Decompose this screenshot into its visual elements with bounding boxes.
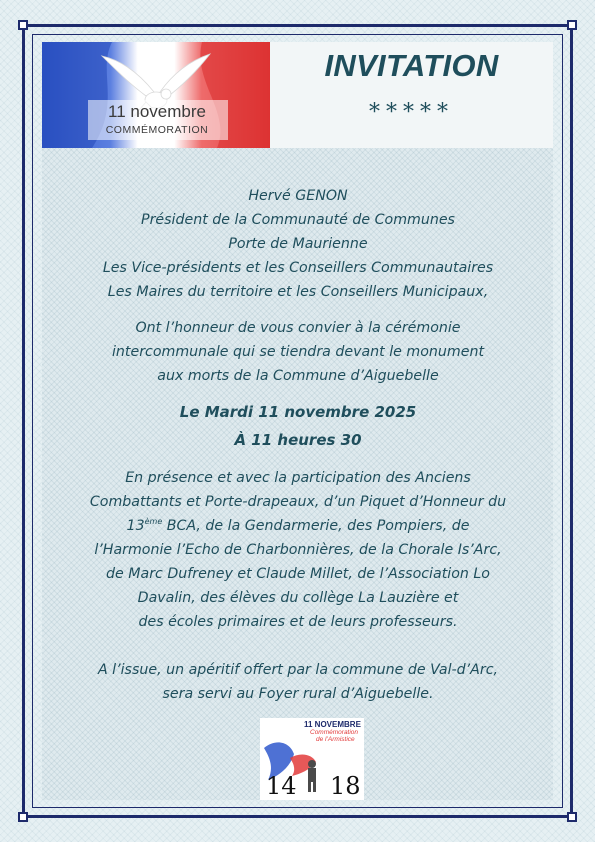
participants-line: Combattants et Porte-drapeaux, d’un Piquet d’Honneur du bbox=[89, 494, 507, 510]
invitation-title: INVITATION bbox=[324, 48, 499, 83]
frame-corner-ornament bbox=[18, 20, 28, 30]
participants-line: Davalin, des élèves du collège La Lauzière et bbox=[137, 590, 459, 606]
participants-block bbox=[58, 466, 538, 634]
host-line: Président de la Communauté de Communes bbox=[141, 212, 455, 228]
soldier-icon bbox=[308, 760, 316, 792]
armistice-logo bbox=[260, 718, 364, 800]
bca-number: 13 bbox=[126, 518, 145, 534]
host-line: Hervé GENON bbox=[248, 188, 348, 204]
invitation-line: aux morts de la Commune d’Aiguebelle bbox=[157, 368, 439, 384]
bca-rest: BCA, de la Gendarmerie, des Pompiers, de bbox=[162, 518, 470, 534]
invitation-line: intercommunale qui se tiendra devant le monument bbox=[111, 344, 485, 360]
bca-ordinal: ème bbox=[144, 517, 163, 526]
participants-line: de Marc Dufreney et Claude Millet, de l’Association Lo bbox=[106, 566, 490, 582]
frame-corner-ornament bbox=[567, 812, 577, 822]
closing-line: sera servi au Foyer rural d’Aiguebelle. bbox=[162, 686, 434, 702]
logo-year-left: 14 bbox=[266, 772, 297, 800]
event-date-block bbox=[58, 398, 538, 454]
frame-corner-ornament bbox=[18, 812, 28, 822]
participants-line: des écoles primaires et de leurs professeurs. bbox=[138, 614, 458, 630]
frame-corner-ornament bbox=[567, 20, 577, 30]
host-line: Les Maires du territoire et les Conseillers Municipaux, bbox=[107, 284, 489, 300]
closing-line: A l’issue, un apéritif offert par la commune de Val-d’Arc, bbox=[97, 662, 499, 678]
logo-subtitle: de l’Armistice bbox=[316, 736, 355, 743]
host-line: Les Vice-présidents et les Conseillers Communautaires bbox=[102, 260, 494, 276]
event-date: Le Mardi 11 novembre 2025 bbox=[179, 403, 417, 421]
banner-date-text: 11 novembre bbox=[108, 102, 206, 121]
host-line: Porte de Maurienne bbox=[228, 236, 368, 252]
logo-subtitle: Commémoration bbox=[310, 729, 359, 736]
logo-year-right: 18 bbox=[330, 772, 361, 800]
invitation-line: Ont l’honneur de vous convier à la cérémonie bbox=[135, 320, 461, 336]
logo-title: 11 NOVEMBRE bbox=[304, 720, 361, 729]
participants-line: En présence et avec la participation des Anciens bbox=[125, 470, 471, 486]
invitation-block bbox=[58, 316, 538, 388]
banner-caption-text: COMMÉMORATION bbox=[105, 124, 209, 136]
decorative-stars: ***** bbox=[369, 100, 454, 125]
participants-line bbox=[58, 514, 538, 538]
participants-line: l’Harmonie l’Echo de Charbonnières, de la Chorale Is’Arc, bbox=[94, 542, 502, 558]
hosts-block bbox=[58, 184, 538, 304]
commemoration-banner-image bbox=[42, 42, 270, 148]
closing-block bbox=[58, 658, 538, 706]
event-time: À 11 heures 30 bbox=[234, 431, 362, 449]
